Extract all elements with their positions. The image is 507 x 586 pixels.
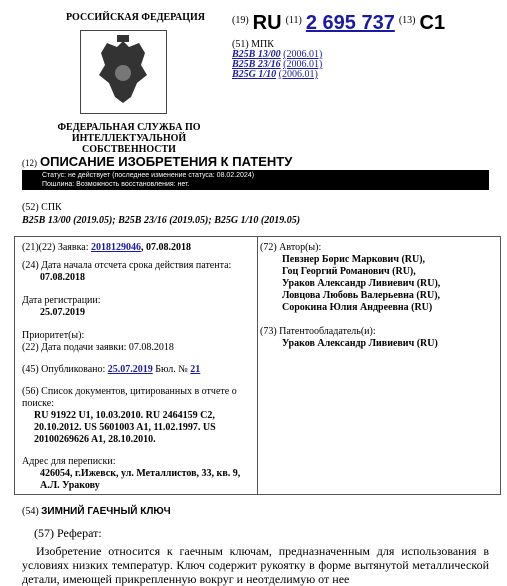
mpk-class-link[interactable]: B25G 1/10 [232, 69, 277, 80]
kind-code: C1 [419, 12, 446, 34]
mpk-version-link[interactable]: (2006.01) [283, 49, 323, 60]
status-line: Статус: не действует (последнее изменение статуса: 08.02.2024) [42, 172, 255, 179]
mpk-class-link[interactable]: B25B 23/16 [232, 59, 281, 70]
code-11: (11) [285, 15, 302, 26]
published-field: (45) Опубликовано: 25.07.2019 Бюл. № 21 [22, 364, 201, 375]
mpk-version-link[interactable]: (2006.01) [278, 69, 318, 80]
document-title [22, 154, 292, 170]
fee-line: Пошлина: Возможность восстановления: нет. [42, 181, 190, 188]
owner-name: Ураков Александр Ливиевич (RU) [282, 338, 438, 349]
mpk-block [232, 40, 322, 80]
code-19: (19) [232, 15, 249, 26]
patent-number-line [232, 12, 445, 35]
term-field: (24) Дата начала отсчета срока действия патента: 07.08.2018 [22, 260, 232, 283]
biblio-left-column [22, 242, 254, 492]
patent-number-link[interactable]: 2 695 737 [305, 12, 395, 34]
abstract-heading: (57) Реферат: [34, 526, 102, 540]
author-name: Ловцова Любовь Валерьевна (RU), [282, 290, 441, 301]
status-bar [22, 170, 489, 190]
author-name: Певзнер Борис Маркович (RU), [282, 254, 426, 265]
biblio-right-column [260, 242, 500, 350]
spk-value: B25B 13/00 (2019.05); B25B 23/16 (2019.05); B25G 1/10 (2019.05) [22, 215, 301, 226]
cited-docs-field: (56) Список документов, цитированных в отчете о поиске: RU 91922 U1, 10.03.2010. RU 2464159 C2, 20.10.2012. US 5601003 A1, 11.02.1997. US 20100269626 A1, 28.10.2010. [22, 386, 237, 445]
title-text: ОПИСАНИЕ ИЗОБРЕТЕНИЯ К ПАТЕНТУ [40, 154, 293, 169]
spk-block [22, 201, 300, 227]
published-date-link[interactable]: 25.07.2019 [107, 364, 153, 375]
country-name: РОССИЙСКАЯ ФЕДЕРАЦИЯ [66, 12, 206, 23]
address-field: Адрес для переписки: 426054, г.Ижевск, ул. Металлистов, 33, кв. 9, А.Л. Уракову [22, 456, 241, 491]
priority-field: Приоритет(ы): (22) Дата подачи заявки: 07.08.2018 [22, 330, 174, 353]
mpk-version-link[interactable]: (2006.01) [283, 59, 323, 70]
invention-name: (54) ЗИМНИЙ ГАЕЧНЫЙ КЛЮЧ [22, 506, 171, 517]
bulletin-link[interactable]: 21 [190, 364, 201, 375]
column-divider [257, 236, 258, 495]
agency-name: ФЕДЕРАЛЬНАЯ СЛУЖБА ПО ИНТЕЛЛЕКТУАЛЬНОЙ СОБСТВЕННОСТИ [57, 122, 201, 155]
authors-label: (72) Автор(ы): [260, 242, 322, 253]
title-code: (12) [22, 158, 37, 168]
author-name: Гоц Георгий Романович (RU), [282, 266, 416, 277]
coat-of-arms-emblem [80, 30, 167, 114]
spk-label: (52) СПК [22, 202, 62, 213]
mpk-class-link[interactable]: B25B 13/00 [232, 49, 281, 60]
registration-field: Дата регистрации: 25.07.2019 [22, 295, 101, 318]
code-13: (13) [398, 15, 416, 26]
invention-title: ЗИМНИЙ ГАЕЧНЫЙ КЛЮЧ [41, 506, 171, 517]
country-code: RU [252, 12, 282, 34]
author-name: Ураков Александр Ливиевич (RU), [282, 278, 441, 289]
application-field: (21)(22) Заявка: 2018129046, 07.08.2018 [22, 242, 192, 253]
author-name: Сорокина Юлия Андреевна (RU) [282, 302, 433, 313]
authors-list [260, 254, 500, 314]
abstract-text: Изобретение относится к гаечным ключам, предназначенным для использования в условиях низких температур. Ключ содержит рукоятку в форме вытянутой металлической детали, имеющей прикрепленную вокруг и неотделимую от нее [22, 544, 489, 586]
owner-label: (73) Патентообладатель(и): [260, 326, 376, 337]
mpk-label: (51) МПК [232, 39, 274, 50]
application-number-link[interactable]: 2018129046 [91, 242, 142, 253]
mpk-item [232, 70, 322, 80]
